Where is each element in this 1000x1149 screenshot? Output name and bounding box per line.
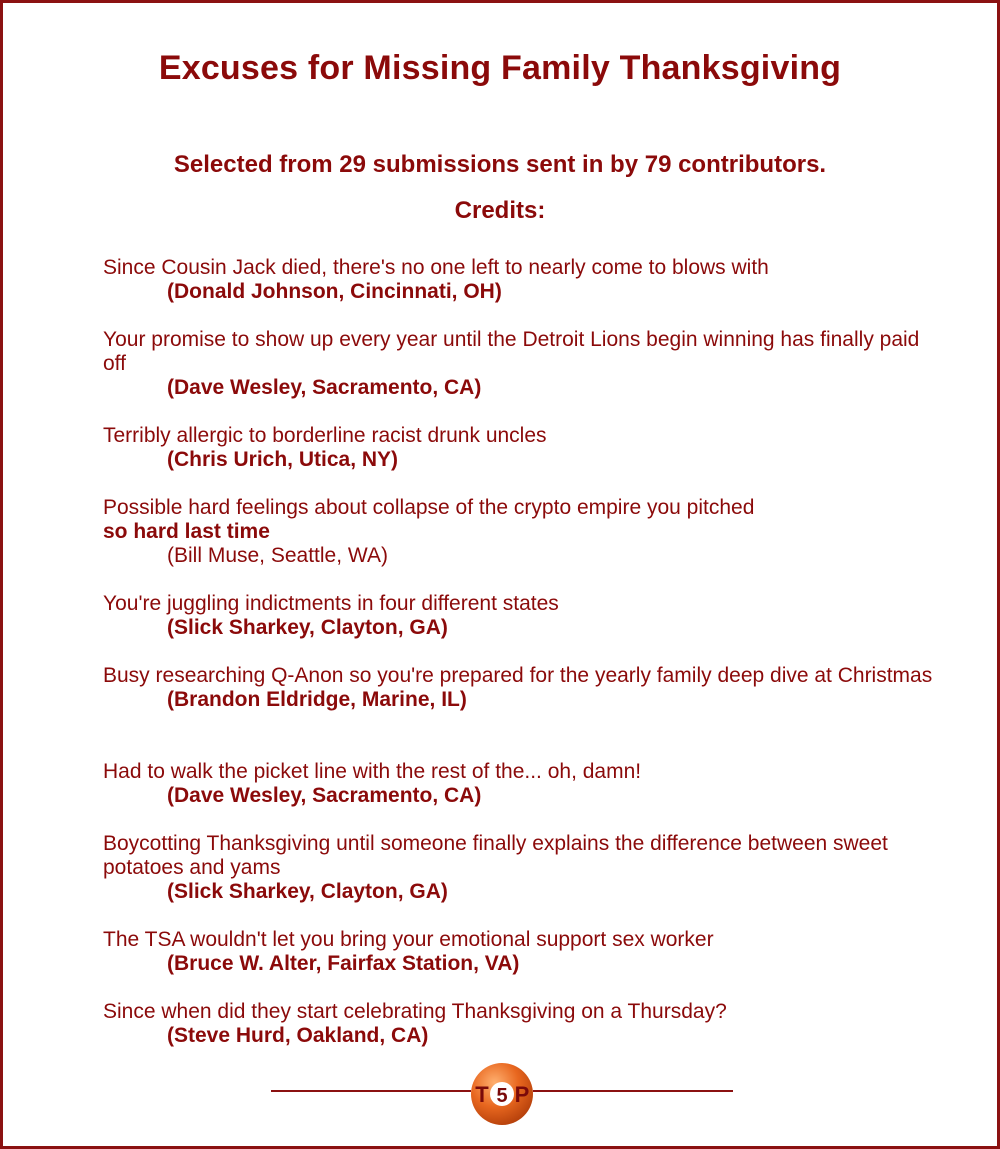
excuse-text: Your promise to show up every year until the Detroit Lions begin winning has finally paid off [103, 328, 920, 375]
excuse-credit: (Donald Johnson, Cincinnati, OH) [167, 280, 502, 303]
excuse-text: You're juggling indictments in four different states [103, 592, 559, 615]
logo-letter: P [514, 1082, 530, 1107]
excuse-text: Busy researching Q-Anon so you're prepared for the yearly family deep dive at Christmas [103, 664, 933, 687]
excuse-entry [103, 328, 943, 424]
excuse-text: The TSA wouldn't let you bring your emotional support sex worker [103, 928, 714, 951]
excuse-text: Since when did they start celebrating Thanksgiving on a Thursday? [103, 1000, 727, 1023]
logo-letter: 5 [496, 1085, 508, 1107]
top5-logo-icon [469, 1061, 535, 1127]
logo-letter: T [475, 1082, 489, 1107]
footer-divider-left [271, 1090, 471, 1092]
footer-divider-right [533, 1090, 733, 1092]
excuse-entry [103, 832, 943, 928]
credits-heading: Credits: [454, 197, 546, 224]
page-title: Excuses for Missing Family Thanksgiving [158, 49, 842, 87]
excuse-credit: (Steve Hurd, Oakland, CA) [167, 1024, 429, 1047]
excuse-credit: (Dave Wesley, Sacramento, CA) [167, 376, 482, 399]
excuse-credit: (Dave Wesley, Sacramento, CA) [167, 784, 482, 807]
excuse-credit: (Bill Muse, Seattle, WA) [167, 544, 388, 567]
excuse-entry [103, 760, 943, 832]
top5-ball-logo-icon [469, 1061, 535, 1127]
excuse-credit: (Chris Urich, Utica, NY) [167, 448, 399, 471]
excuse-entry [103, 664, 943, 760]
excuse-text: Possible hard feelings about collapse of the crypto empire you pitched [103, 496, 755, 519]
excuse-credit: (Brandon Eldridge, Marine, IL) [167, 688, 467, 711]
excuse-credit: (Slick Sharkey, Clayton, GA) [167, 880, 448, 903]
excuse-text: Since Cousin Jack died, there's no one left to nearly come to blows with [103, 256, 769, 279]
submissions-summary: Selected from 29 submissions sent in by 79 contributors. [173, 151, 827, 178]
excuse-entry [103, 496, 943, 592]
excuse-entry [103, 256, 943, 328]
excuse-text: Boycotting Thanksgiving until someone finally explains the difference between sweet potatoes and yams [103, 832, 888, 879]
excuse-text-bold: so hard last time [103, 520, 270, 543]
excuse-entry [103, 592, 943, 664]
logo-text [475, 1082, 529, 1107]
excuse-text: Had to walk the picket line with the rest of the... oh, damn! [103, 760, 642, 783]
excuse-entry [103, 928, 943, 1000]
excuse-text: Terribly allergic to borderline racist drunk uncles [103, 424, 547, 447]
excuse-credit: (Slick Sharkey, Clayton, GA) [167, 616, 448, 639]
excuse-list [103, 256, 943, 1072]
excuse-credit: (Bruce W. Alter, Fairfax Station, VA) [167, 952, 520, 975]
excuse-entry [103, 424, 943, 496]
